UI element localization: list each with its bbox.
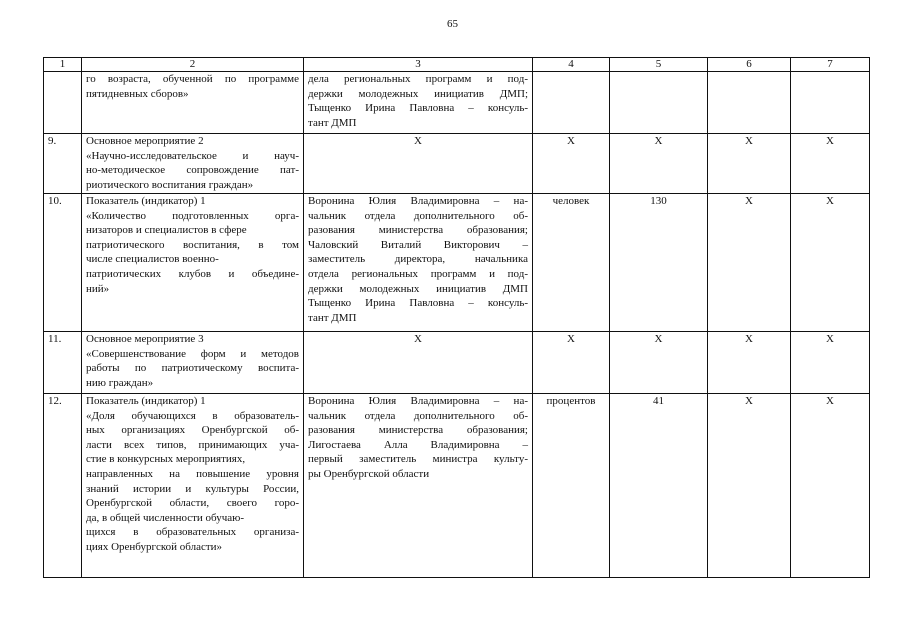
text-line: ний» (86, 282, 110, 295)
text-line: Показатель (индикатор) 1 (86, 395, 206, 407)
text-line: стие в конкурсных мероприятиях, (86, 453, 246, 466)
indicators-table (43, 57, 870, 578)
text-line: Воронина Юлия Владимировна – на- (308, 395, 528, 407)
text-line: риотического воспитания граждан» (86, 178, 254, 191)
text-line: отдела региональных программ и под- (308, 267, 528, 280)
row-number: 12. (44, 394, 82, 578)
event-name-cell (82, 332, 304, 394)
text-line: Тыщенко Ирина Павловна – консуль- (308, 102, 528, 115)
text-line: «Научно-исследовательское и науч- (86, 149, 299, 162)
text-line: ры Оренбургской области (308, 467, 430, 480)
col6-cell: X (708, 194, 791, 332)
col5-cell: X (610, 332, 708, 394)
text-line: Основное мероприятие 2 (86, 135, 204, 147)
event-name-cell (82, 72, 304, 134)
text-line: да, в общей численности обучаю- (86, 511, 245, 524)
text-line: Лигостаева Алла Владимировна – (308, 438, 528, 451)
text-line: держки молодежных инициатив ДМП (308, 282, 528, 295)
event-name-cell (82, 194, 304, 332)
header-cell-4: 4 (533, 58, 610, 72)
text-line: разования министерства образования; (308, 424, 528, 437)
text-line: Оренбургской области, своего горо- (86, 497, 299, 510)
col5-cell: 130 (610, 194, 708, 332)
text-line: дела региональных программ и под- (308, 73, 528, 85)
text-line: чальник отдела дополнительного об- (308, 209, 528, 222)
col5-cell (610, 72, 708, 134)
responsible-cell (304, 72, 533, 134)
text-line: патриотических клубов и объедине- (86, 267, 299, 280)
text-line: «Доля обучающихся в образователь- (86, 409, 299, 422)
row-number (44, 72, 82, 134)
table-row (44, 134, 870, 194)
text-line: но-методическое сопровождение пат- (86, 164, 299, 177)
unit-cell: X (533, 332, 610, 394)
table-row (44, 332, 870, 394)
text-line: разования министерства образования; (308, 224, 528, 237)
unit-cell (533, 72, 610, 134)
text-line: Воронина Юлия Владимировна – на- (308, 195, 528, 207)
text-line: пятидневных сборов» (86, 87, 189, 100)
col7-cell: X (791, 394, 870, 578)
text-line: ласти всех типов, принимающих уча- (86, 438, 299, 451)
text-line: Тыщенко Ирина Павловна – консуль- (308, 297, 528, 310)
col7-cell: X (791, 332, 870, 394)
text-line: «Количество подготовленных орга- (86, 209, 299, 222)
text-line: тант ДМП (308, 116, 357, 129)
text-line: Показатель (индикатор) 1 (86, 195, 206, 207)
text-line: патриотического воспитания, в том (86, 238, 299, 251)
unit-cell: человек (533, 194, 610, 332)
responsible-cell (304, 394, 533, 578)
col7-cell: X (791, 134, 870, 194)
header-cell-2: 2 (82, 58, 304, 72)
text-line: го возраста, обученной по программе (86, 73, 299, 85)
text-line: направленных на повышение уровня (86, 467, 299, 480)
row-number: 11. (44, 332, 82, 394)
responsible-cell (304, 194, 533, 332)
col6-cell: X (708, 394, 791, 578)
col5-cell: X (610, 134, 708, 194)
row-number: 10. (44, 194, 82, 332)
header-cell-1: 1 (44, 58, 82, 72)
unit-cell: X (533, 134, 610, 194)
text-line: щихся в образовательных организа- (86, 526, 299, 539)
text-line: знаний истории и культуры России, (86, 482, 299, 495)
responsible-cell: X (304, 332, 533, 394)
text-line: числе специалистов военно- (86, 253, 219, 266)
col7-cell: X (791, 194, 870, 332)
col5-cell: 41 (610, 394, 708, 578)
page-number: 65 (447, 18, 458, 30)
event-name-cell (82, 134, 304, 194)
col6-cell (708, 72, 791, 134)
event-name-cell (82, 394, 304, 578)
col6-cell: X (708, 134, 791, 194)
table-row (44, 72, 870, 134)
header-cell-6: 6 (708, 58, 791, 72)
table-row (44, 394, 870, 578)
text-line: «Совершенствование форм и методов (86, 347, 299, 360)
text-line: работы по патриотическому воспита- (86, 362, 299, 375)
header-cell-5: 5 (610, 58, 708, 72)
text-line: держки молодежных инициатив ДМП; (308, 87, 528, 100)
text-line: низаторов и специалистов в сфере (86, 224, 247, 237)
header-row (44, 58, 870, 72)
text-line: тант ДМП (308, 311, 357, 324)
text-line: заместитель директора, начальника (308, 253, 528, 266)
row-number: 9. (44, 134, 82, 194)
unit-cell: процентов (533, 394, 610, 578)
col7-cell (791, 72, 870, 134)
header-cell-3: 3 (304, 58, 533, 72)
text-line: циях Оренбургской области» (86, 540, 223, 553)
col6-cell: X (708, 332, 791, 394)
text-line: нию граждан» (86, 376, 154, 389)
text-line: чальник отдела дополнительного об- (308, 409, 528, 422)
responsible-cell: X (304, 134, 533, 194)
text-line: первый заместитель министра культу- (308, 453, 528, 466)
text-line: Чаловский Виталий Викторович – (308, 238, 528, 251)
header-cell-7: 7 (791, 58, 870, 72)
text-line: Основное мероприятие 3 (86, 333, 204, 345)
text-line: ных организациях Оренбургской об- (86, 424, 299, 437)
table-row (44, 194, 870, 332)
